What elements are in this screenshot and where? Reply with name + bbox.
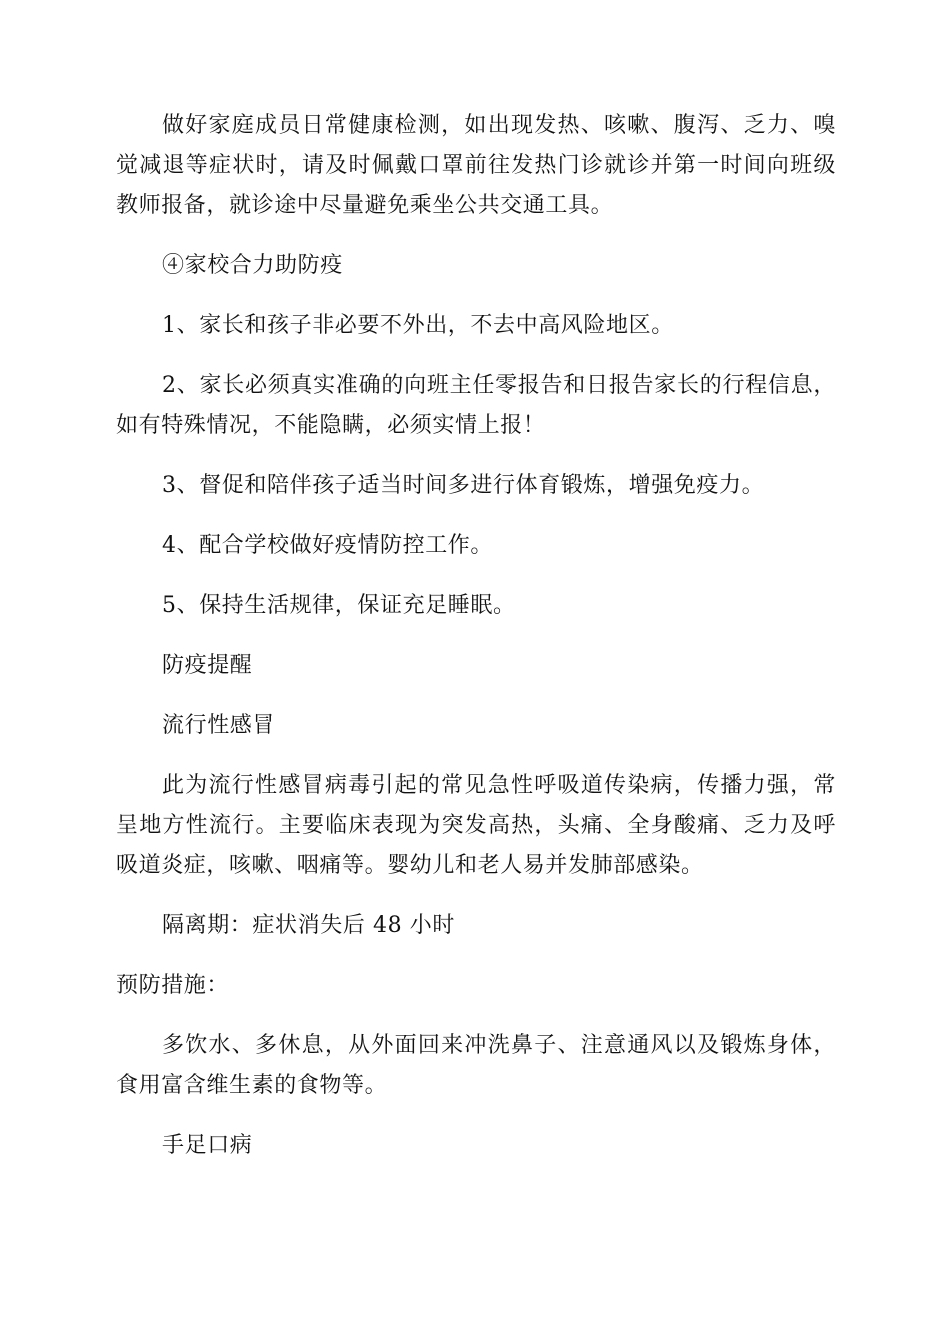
heading-influenza: 流行性感冒 — [162, 713, 276, 738]
heading-prevention: 预防措施： — [116, 973, 230, 998]
list-item-4: 4、配合学校做好疫情防控工作。 — [162, 533, 493, 558]
list-item-2: 2、家长必须真实准确的向班主任零报告和日报告家长的行程信息，如有特殊情况，不能隐瞒，必须实情上报！ — [116, 373, 836, 438]
heading-hand-foot-mouth: 手足口病 — [162, 1133, 253, 1158]
paragraph-prevention-measures: 多饮水、多休息，从外面回来冲洗鼻子、注意通风以及锻炼身体，食用富含维生素的食物等。 — [116, 1033, 836, 1098]
isolation-period: 隔离期：症状消失后 48 小时 — [162, 913, 455, 938]
paragraph-influenza-description: 此为流行性感冒病毒引起的常见急性呼吸道传染病，传播力强，常呈地方性流行。主要临床表现为突发高热，头痛、全身酸痛、乏力及呼吸道炎症，咳嗽、咽痛等。婴幼儿和老人易并发肺部感染。 — [116, 773, 836, 878]
section-heading-home-school: ④家校合力助防疫 — [162, 253, 343, 278]
paragraph-health-monitoring: 做好家庭成员日常健康检测，如出现发热、咳嗽、腹泻、乏力、嗅觉减退等症状时，请及时佩戴口罩前往发热门诊就诊并第一时间向班级教师报备，就诊途中尽量避免乘坐公共交通工具。 — [116, 113, 836, 218]
list-item-1: 1、家长和孩子非必要不外出，不去中高风险地区。 — [162, 313, 674, 338]
list-item-5: 5、保持生活规律，保证充足睡眠。 — [162, 593, 516, 618]
heading-reminder: 防疫提醒 — [162, 653, 253, 678]
document-page — [116, 106, 836, 1186]
list-item-3: 3、督促和陪伴孩子适当时间多进行体育锻炼，增强免疫力。 — [162, 473, 765, 498]
